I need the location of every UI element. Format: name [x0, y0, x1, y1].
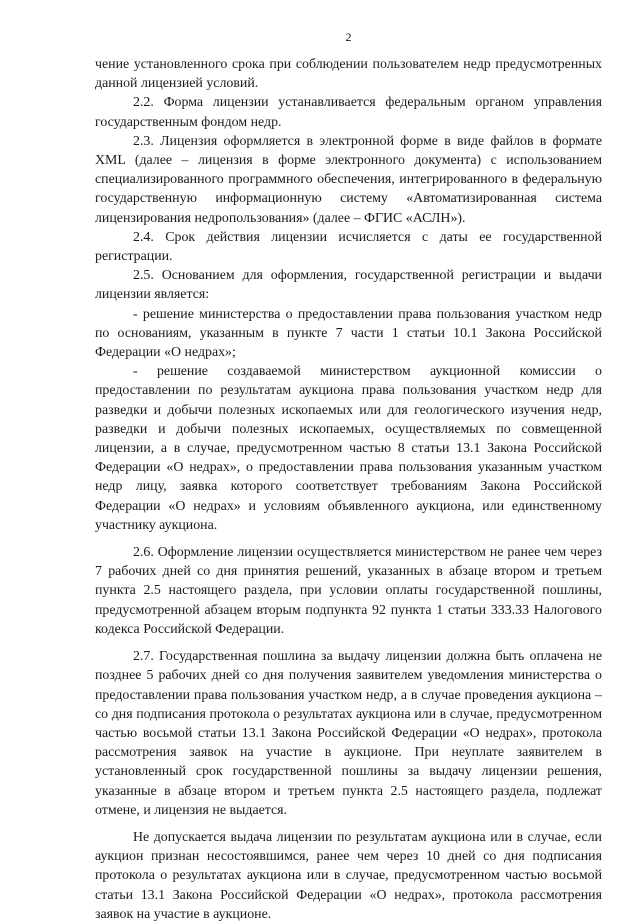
paragraph-2-6: 2.6. Оформление лицензии осуществляется министерством не ранее чем через 7 рабочих дней со дня принятия решений, указанных в абзаце втором и третьем пункта 2.5 настоящего раздела, при условии оплаты государственной пошлины, предусмотренной абзацем вторым подпункта 92 пункта 1 статьи 333.33 Налогового кодекса Российской Федерации.	[95, 545, 602, 637]
paragraph-2-5: 2.5. Основанием для оформления, государственной регистрации и выдачи лицензии является:	[95, 268, 602, 303]
list-item-decision-ministry: - решение министерства о предоставлении права пользования участком недр по основаниям, указанным в пункте 7 части 1 статьи 10.1 Закона Российской Федерации «О недрах»;	[95, 306, 602, 361]
paragraph-2-3: 2.3. Лицензия оформляется в электронной форме в виде файлов в формате XML (далее – лицензия в форме электронного документа) с использованием специализированного программного обеспечения, интегрированного в федеральную государственную информационную систему «Автоматизированная система лицензирования недропользования» (далее – ФГИС «АСЛН»).	[95, 133, 602, 226]
paragraph-2-7: 2.7. Государственная пошлина за выдачу лицензии должна быть оплачена не позднее 5 рабочих дней со дня получения заявителем уведомления министерства о предоставлении права пользования участком недр, а в случае проведения аукциона – со дня подписания протокола о результатах аукциона или в случае, предусмотренном частью восьмой статьи 13.1 Закона Российской Федерации «О недрах», протокола рассмотрения заявок на участие в аукционе. При неуплате заявителем в установленный срок государственной пошлины за выдачу лицензии решения, указанные в абзаце втором и третьем пункта 2.5 настоящего раздела, подлежат отмене, и лицензия не выдается.	[95, 649, 602, 818]
page-number: 2	[345, 30, 352, 44]
paragraph-2-2: 2.2. Форма лицензии устанавливается федеральным органом управления государственным фондом недр.	[95, 95, 602, 130]
paragraph-continuation: чение установленного срока при соблюдении пользователем недр предусмотренных данной лицензией условий.	[95, 57, 602, 92]
paragraph-2-4: 2.4. Срок действия лицензии исчисляется с даты ее государственной регистрации.	[95, 229, 602, 265]
paragraph-final: Не допускается выдача лицензии по результатам аукциона или в случае, если аукцион признан несостоявшимся, ранее чем через 10 дней со дня подписания протокола о результатах аукциона или в случае, предусмотренном частью восьмой статьи 13.1 Закона Российской Федерации «О недрах», протокола рассмотрения заявок на участие в аукционе.	[95, 829, 602, 922]
list-item-decision-auction-commission: - решение создаваемой министерством аукционной комиссии о предоставлении по результатам аукциона права пользования участком недр для разведки и добычи полезных ископаемых или для геологического изучения недр, разведки и добычи полезных ископаемых, осуществляемых по совмещенной лицензии, а в случае, предусмотренном частью 8 статьи 13.1 Закона Российской Федерации «О недрах», о предоставлении права пользования указанным участком недр лицу, заявка которого соответствует требованиям Закона Российской Федерации «О недрах» и условиям объявленного аукциона, или единственному участнику аукциона.	[95, 364, 602, 533]
